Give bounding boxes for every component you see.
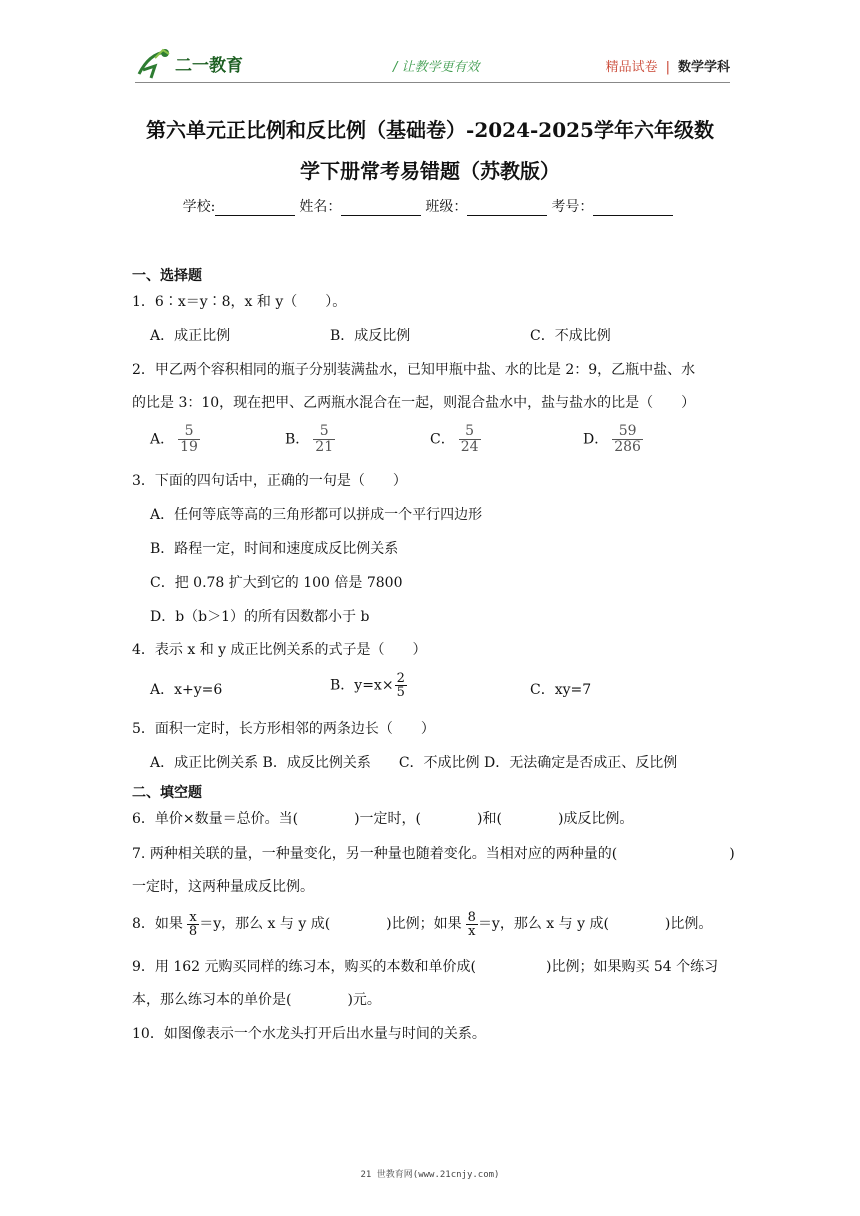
- student-info-line: [0, 196, 860, 216]
- q3-option-c: C．把 0.78 扩大到它的 100 倍是 7800: [150, 575, 403, 591]
- q1-option-a: A．成正比例: [150, 328, 231, 344]
- q8-f1-den: 8: [188, 923, 198, 939]
- q8-fraction-2: [466, 911, 478, 938]
- question-5: 5．面积一定时，长方形相邻的两条边长（ ）: [132, 721, 435, 737]
- q2-b-label: B．: [285, 431, 310, 448]
- premium-label: 精品试卷: [605, 60, 658, 75]
- school-blank: [215, 201, 295, 216]
- question-10: 10．如图像表示一个水龙头打开后出水量与时间的关系。: [132, 1026, 486, 1042]
- question-4: 4．表示 x 和 y 成正比例关系的式子是（ ）: [132, 642, 427, 658]
- header-separator: |: [665, 60, 670, 75]
- q1-option-b: B．成反比例: [330, 328, 411, 344]
- question-7-line1: 7. 两种相关联的量，一种量变化，另一种量也随着变化。当相对应的两种量的( ): [132, 846, 735, 862]
- q8-text-post: ＝y，那么 x 与 y 成( )比例。: [477, 916, 713, 932]
- slogan: / 让教学更有效: [393, 60, 480, 75]
- class-label: 班级：: [425, 199, 468, 215]
- q2-option-a: [150, 424, 200, 455]
- q2-c-label: C．: [430, 431, 455, 448]
- doc-title-line2: 学下册常考易错题（苏教版）: [300, 159, 560, 183]
- q2-c-fraction: [459, 424, 481, 455]
- q3-option-b: B．路程一定，时间和速度成反比例关系: [150, 541, 399, 557]
- q2-b-fraction: [313, 424, 335, 455]
- q4-b-den: 5: [396, 685, 405, 700]
- q2-b-num: 5: [313, 424, 335, 440]
- q3-option-d: D．b（b＞1）的所有因数都小于 b: [150, 609, 370, 625]
- q2-d-label: D．: [583, 431, 609, 448]
- q8-text-mid: ＝y，那么 x 与 y 成( )比例；如果: [199, 916, 462, 932]
- name-label: 姓名：: [299, 199, 342, 215]
- q2-a-den: 19: [180, 439, 198, 455]
- question-2-line1: 2．甲乙两个容积相同的瓶子分别装满盐水，已知甲瓶中盐、水的比是 2：9，乙瓶中盐、水: [132, 362, 696, 378]
- q1-option-c: C．不成比例: [530, 328, 611, 344]
- q2-option-b: [285, 424, 335, 455]
- brand-logo: [135, 44, 275, 82]
- question-1: 1．6∶x＝y∶8，x 和 y（ ）。: [132, 294, 347, 310]
- q4-option-a: A．x+y=6: [150, 682, 223, 698]
- question-9-line2: 本，那么练习本的单价是( )元。: [132, 992, 381, 1008]
- name-blank: [341, 201, 421, 216]
- q4-b-num: 2: [396, 671, 405, 686]
- school-label: 学校:: [182, 199, 216, 215]
- q2-option-d: [583, 424, 643, 455]
- question-6: 6．单价×数量＝总价。当( )一定时，( )和( )成反比例。: [132, 811, 634, 827]
- question-2-line2: 的比是 3：10，现在把甲、乙两瓶水混合在一起，则混合盐水中，盐与盐水的比是（ ）: [132, 395, 696, 411]
- question-8: [132, 907, 732, 941]
- q2-a-label: A．: [150, 431, 175, 448]
- q4-b-label: B．y=x×: [330, 677, 394, 694]
- question-3: 3．下面的四句话中，正确的一句是（ ）: [132, 473, 407, 489]
- subject-label: 数学学科: [677, 60, 730, 75]
- q2-a-num: 5: [178, 424, 200, 440]
- question-9-line1: 9．用 162 元购买同样的练习本，购买的本数和单价成( )比例；如果购买 54 个练习: [132, 959, 719, 975]
- header-divider: [135, 82, 730, 83]
- class-blank: [467, 201, 547, 216]
- doc-title-line1: 第六单元正比例和反比例（基础卷）-2024-2025学年六年级数: [146, 118, 714, 142]
- q8-f2-den: x: [468, 923, 476, 939]
- section-fill-heading: 二、填空题: [132, 785, 202, 801]
- q8-fraction-1: [187, 911, 199, 938]
- q8-text-pre: 8．如果: [132, 916, 183, 932]
- q4-b-fraction: [395, 672, 407, 699]
- q2-d-den: 286: [614, 439, 641, 455]
- q2-d-fraction: [612, 424, 643, 455]
- q4-option-c: C．xy=7: [530, 682, 592, 698]
- section-choice-heading: 一、选择题: [132, 268, 202, 284]
- q2-option-c: [430, 424, 481, 455]
- exam-no-blank: [593, 201, 673, 216]
- q8-f1-num: x: [187, 911, 199, 925]
- q2-c-den: 24: [460, 439, 479, 455]
- page-header: [135, 44, 730, 82]
- q2-a-fraction: [178, 424, 200, 455]
- q2-c-num: 5: [459, 424, 481, 440]
- page-footer: 21 世教育网(www.21cnjy.com): [360, 1170, 500, 1180]
- q2-b-den: 21: [315, 439, 334, 455]
- header-right: [606, 56, 730, 75]
- question-7-line2: 一定时，这两种量成反比例。: [132, 879, 314, 895]
- q5-options: A．成正比例关系 B．成反比例关系 C．不成比例 D．无法确定是否成正、反比例: [150, 755, 678, 771]
- q8-f2-num: 8: [467, 909, 476, 925]
- exam-no-label: 考号：: [551, 199, 594, 215]
- q2-d-num: 59: [612, 424, 643, 440]
- q4-option-b: [330, 672, 407, 699]
- q3-option-a: A．任何等底等高的三角形都可以拼成一个平行四边形: [150, 507, 483, 523]
- logo-text: 二一教育: [175, 56, 243, 76]
